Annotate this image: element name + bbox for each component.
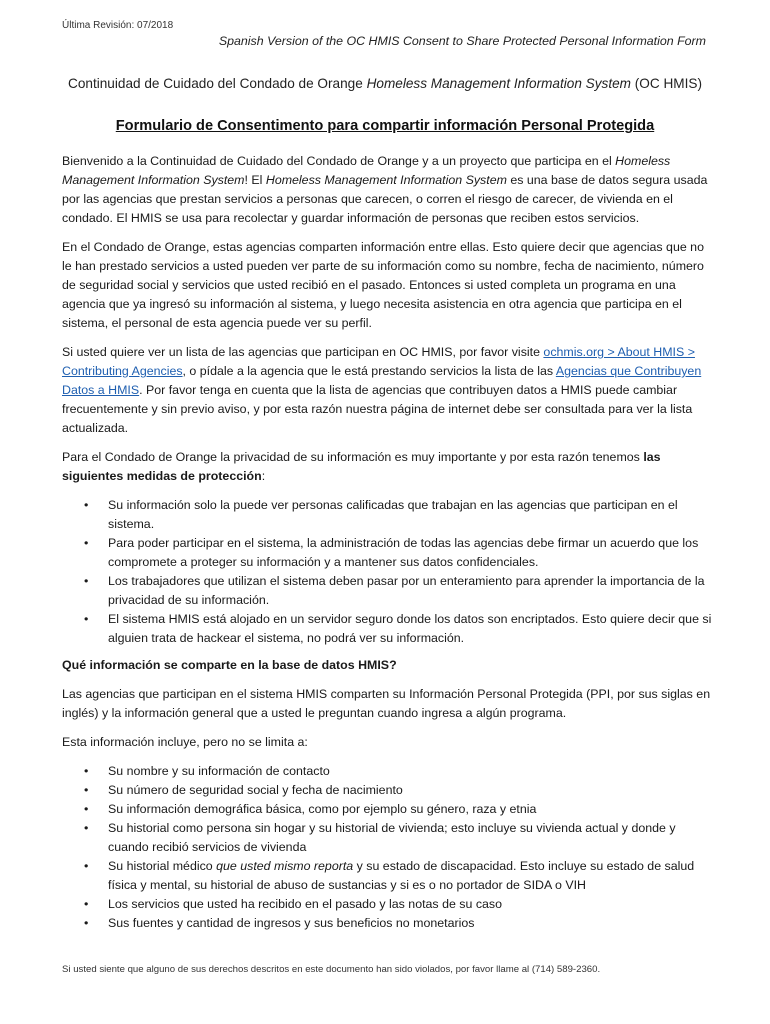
organization-line [0,76,770,91]
footer-note: Si usted siente que alguno de sus derechos descritos en este documento han sido violados, por favor llame al (714) 589-2360. [62,964,601,975]
bullet-icon: • [84,897,89,911]
bullet-icon: • [84,802,89,816]
includes-paragraph: Esta información incluye, pero no se limita a: [62,735,308,749]
list-item: • Su historial médico que usted mismo reporta y su estado de discapacidad. Esto incluye su estado de salud física y mental, su historial de abuso de sustancias y si es o no portador de SIDA o VIH [84,859,695,892]
agencies-list-link[interactable]: Agencias que Contribuyen Datos a HMIS [62,364,702,397]
bullet-icon: • [84,574,89,588]
list-item: • Su nombre y su información de contacto [62,762,712,781]
list-item: • Los trabajadores que utilizan el sistema deben pasar por un enteramiento para aprender la importancia de la privacidad de su información. [84,574,705,607]
form-title: Formulario de Consentimento para compartir información Personal Protegida [115,118,655,134]
list-item: • Su historial como persona sin hogar y su historial de vivienda; esto incluye su vivienda actual y donde y cuando recibió servicios de vivienda [84,821,676,854]
revision-date: Última Revisión: 07/2018 [62,20,174,31]
info-list [62,762,712,933]
intro-paragraph: Bienvenido a la Continuidad de Cuidado del Condado de Orange y a un proyecto que participa en el Homeless Management Information System! El Homeless Management Information System es una base de datos segura usada por las agencias que prestan servicios a personas que carecen, o corren el riesgo de carecer, de vivienda en el condado. El HMIS se usa para recolectar y guardar información de personas que reciben estos servicios. [62,154,708,225]
list-item: • Su número de seguridad social y fecha de nacimiento [62,781,712,800]
bullet-icon: • [84,536,89,550]
ppi-paragraph: Las agencias que participan en el sistema HMIS comparten su Información Personal Protegida (PPI, por sus siglas en inglés) y la información general que a usted le preguntan cuando ingresa a algún programa. [62,687,711,720]
document-body [62,152,712,941]
english-subtitle: Spanish Version of the OC HMIS Consent to Share Protected Personal Information Form [218,34,706,48]
bullet-icon: • [84,916,89,930]
privacy-paragraph: Para el Condado de Orange la privacidad de su información es muy importante y por esta razón tenemos las siguientes medidas de protección: [62,450,661,483]
org-prefix: Continuidad de Cuidado del Condado de Orange [68,76,367,91]
bullet-icon: • [84,859,89,873]
protection-list [62,496,712,648]
org-system-name: Homeless Management Information System [366,76,631,91]
list-item: • Para poder participar en el sistema, la administración de todas las agencias debe firmar un acuerdo que los compromete a proteger su información y a mantener sus datos confidenciales. [84,536,699,569]
org-suffix: (OC HMIS) [631,76,702,91]
section-heading: Qué información se comparte en la base de datos HMIS? [62,658,397,672]
list-item: • El sistema HMIS está alojado en un servidor seguro donde los datos son encriptados. Esto quiere decir que si alguien trata de hackear el sistema, no podrá ver su información. [84,612,712,645]
list-item: • Sus fuentes y cantidad de ingresos y sus beneficios no monetarios [62,914,712,933]
sharing-paragraph: En el Condado de Orange, estas agencias comparten información entre ellas. Esto quiere decir que agencias que no le han prestado servicios a usted pueden ver parte de su información como su nombre, fecha de nacimiento, número de seguridad social y servicios que usted recibió en el pasado. Entonces si usted completa un programa en una agencia que ya ingresó su información al sistema, y luego necesita asistencia en otra agencia que participa en el sistema, el personal de esta agencia puede ver su perfil. [62,240,704,330]
bullet-icon: • [84,498,89,512]
bullet-icon: • [84,821,89,835]
bullet-icon: • [84,612,89,626]
list-item: • Su información solo la puede ver personas calificadas que trabajan en las agencias que participan en el sistema. [84,498,678,531]
list-item: • Los servicios que usted ha recibido en el pasado y las notas de su caso [62,895,712,914]
agencies-paragraph: Si usted quiere ver un lista de las agencias que participan en OC HMIS, por favor visite ochmis.org > About HMIS > Contributing Agencies, o pídale a la agencia que le está prestando servicios la lista de las Agencias que Contribuyen Datos a HMIS. Por favor tenga en cuenta que la lista de agencias que contribuyen datos a HMIS puede cambiar frecuentemente y sin previo aviso, y por esta razón nuestra página de internet debe ser consultada para ver la lista actualizada. [62,345,702,435]
contributing-agencies-link[interactable]: ochmis.org > About HMIS > Contributing Agencies [62,345,695,378]
bullet-icon: • [84,783,89,797]
list-item: • Su información demográfica básica, como por ejemplo su género, raza y etnia [62,800,712,819]
bullet-icon: • [84,764,89,778]
